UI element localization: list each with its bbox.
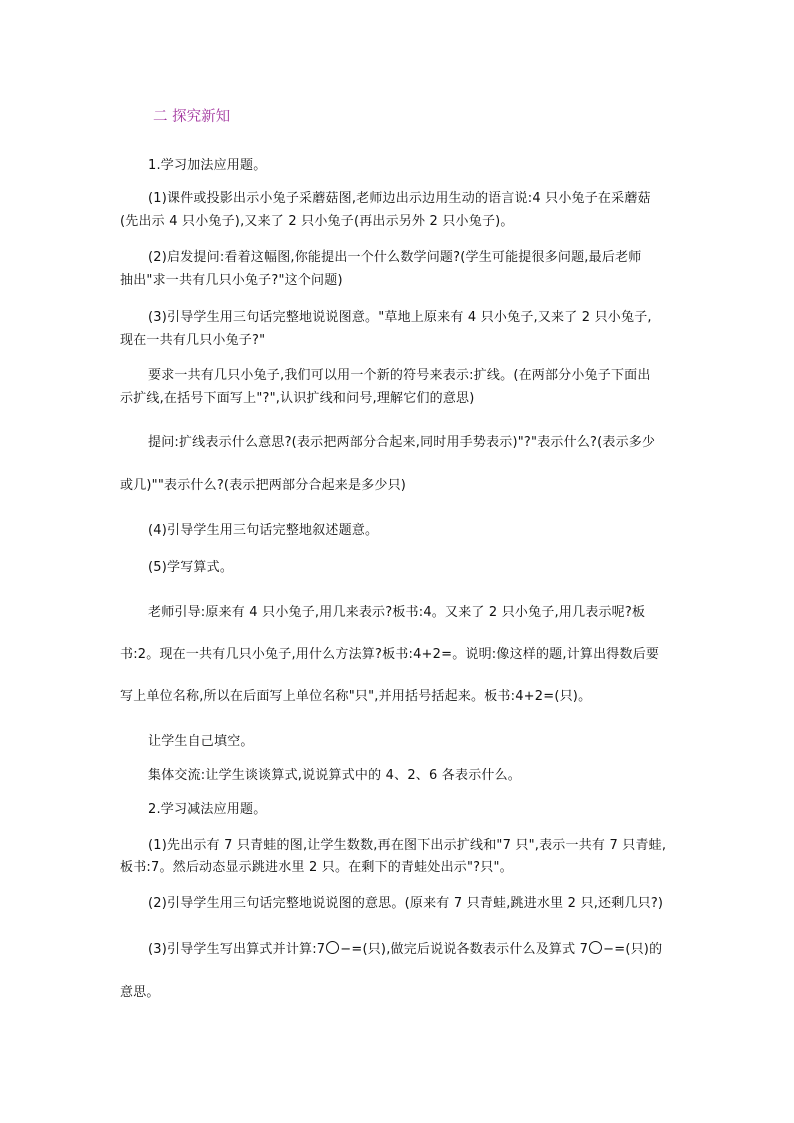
- paragraph-line: 要求一共有几只小兔子,我们可以用一个新的符号来表示:扩线。(在两部分小兔子下面出: [148, 368, 651, 383]
- paragraph-line: (5)学写算式。: [148, 560, 234, 575]
- paragraph-line: 书:2。现在一共有几只小兔子,用什么方法算?板书:4+2=。说明:像这样的题,计算出得数后要: [120, 647, 660, 662]
- paragraph-line: 让学生自己填空。: [148, 734, 254, 749]
- paragraph-line: (4)引导学生用三句话完整地叙述题意。: [148, 523, 379, 538]
- paragraph-line: 板书:7。然后动态显示跳进水里 2 只。在剩下的青蛙处出示"?只"。: [120, 860, 513, 875]
- circle-blank-icon: [589, 941, 602, 954]
- paragraph-line: (2)启发提问:看着这幅图,你能提出一个什么数学问题?(学生可能提很多问题,最后老师: [148, 250, 642, 265]
- paragraph-line: 老师引导:原来有 4 只小兔子,用几来表示?板书:4。又来了 2 只小兔子,用几表示呢?板: [148, 605, 646, 620]
- formula-text-part: (3)引导学生写出算式并计算:7: [148, 942, 326, 957]
- section-title: 二 探究新知: [153, 109, 231, 125]
- paragraph-line: (1)先出示有 7 只青蛙的图,让学生数数,再在图下出示扩线和"7 只",表示一共有 7 只青蛙,: [148, 838, 667, 853]
- paragraph-line: [148, 941, 662, 959]
- formula-text-part: −=(只),做完后说说各数表示什么及算式 7: [340, 942, 589, 957]
- paragraph-line: 1.学习加法应用题。: [148, 158, 267, 173]
- paragraph-line: 抽出"求一共有几只小兔子?"这个问题): [120, 273, 343, 288]
- paragraph-line: (先出示 4 只小兔子),又来了 2 只小兔子(再出示另外 2 只小兔子)。: [120, 214, 514, 229]
- paragraph-line: 集体交流:让学生谈谈算式,说说算式中的 4、2、6 各表示什么。: [148, 768, 521, 783]
- paragraph-line: (3)引导学生用三句话完整地说说图意。"草地上原来有 4 只小兔子,又来了 2 只小兔子,: [148, 310, 652, 325]
- paragraph-line: 写上单位名称,所以在后面写上单位名称"只",并用括号括起来。板书:4+2=(只)。: [120, 689, 592, 704]
- paragraph-line: (2)引导学生用三句话完整地说说图的意思。(原来有 7 只青蛙,跳进水里 2 只,还剩几只?): [148, 896, 664, 911]
- paragraph-line: 意思。: [120, 985, 160, 1000]
- paragraph-line: 示扩线,在括号下面写上"?",认识扩线和问号,理解它们的意思): [120, 391, 475, 406]
- circle-blank-icon: [326, 941, 339, 954]
- paragraph-line: (1)课件或投影出示小兔子采蘑菇图,老师边出示边用生动的语言说:4 只小兔子在采蘑菇: [148, 191, 651, 206]
- formula-text-part: −=(只)的: [603, 942, 663, 957]
- paragraph-line: 提问:扩线表示什么意思?(表示把两部分合起来,同时用手势表示)"?"表示什么?(表示多少: [148, 435, 656, 450]
- paragraph-line: 2.学习减法应用题。: [148, 802, 267, 817]
- paragraph-line: 现在一共有几只小兔子?": [120, 333, 266, 348]
- paragraph-line: 或几)""表示什么?(表示把两部分合起来是多少只): [120, 478, 407, 493]
